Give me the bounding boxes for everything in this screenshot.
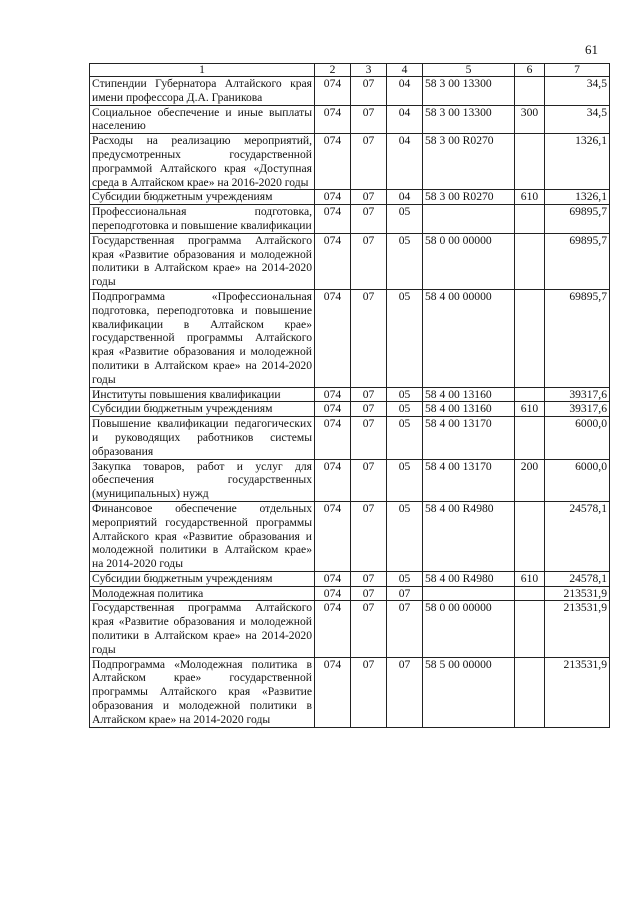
item-name-cell: Субсидии бюджетным учреждениям [90,190,315,205]
item-name-cell: Закупка товаров, работ и услуг для обеспечения государственных (муниципальных) нужд [90,459,315,501]
target-article-cell: 58 3 00 13300 [423,105,515,134]
item-name-cell: Молодежная политика [90,586,315,601]
subsection-code-cell: 05 [387,205,423,234]
table-row [90,134,610,190]
item-name-cell: Государственная программа Алтайского края «Развитие образования и молодежной политики в Алтайском крае» на 2014-2020 годы [90,233,315,289]
amount-cell: 1326,1 [545,190,610,205]
ministry-code-cell: 074 [315,459,351,501]
table-row [90,586,610,601]
ministry-code-cell: 074 [315,402,351,417]
section-code-cell: 07 [351,402,387,417]
expense-type-cell: 610 [515,402,545,417]
expense-type-cell [515,387,545,402]
section-code-cell: 07 [351,190,387,205]
table-row [90,459,610,501]
amount-cell: 6000,0 [545,459,610,501]
header-cell: 5 [423,64,515,77]
subsection-code-cell: 05 [387,417,423,459]
item-name-cell: Институты повышения квалификации [90,387,315,402]
item-name-cell: Подпрограмма «Молодежная политика в Алтайском крае» государственной программы Алтайского края «Развитие образования и молодежной политики в Алтайском крае» на 2014-2020 годы [90,657,315,727]
item-name-cell: Субсидии бюджетным учреждениям [90,402,315,417]
item-name-cell: Социальное обеспечение и иные выплаты населению [90,105,315,134]
expense-type-cell [515,289,545,387]
ministry-code-cell: 074 [315,233,351,289]
item-name-cell: Финансовое обеспечение отдельных мероприятий государственной программы Алтайского края «Развитие образования и молодежной политики в Алтайском крае» на 2014-2020 годы [90,501,315,571]
ministry-code-cell: 074 [315,586,351,601]
subsection-code-cell: 04 [387,105,423,134]
ministry-code-cell: 074 [315,601,351,657]
table-row [90,571,610,586]
target-article-cell: 58 4 00 13170 [423,417,515,459]
amount-cell: 213531,9 [545,586,610,601]
ministry-code-cell: 074 [315,501,351,571]
subsection-code-cell: 05 [387,289,423,387]
section-code-cell: 07 [351,387,387,402]
header-cell: 1 [90,64,315,77]
expense-type-cell [515,205,545,234]
section-code-cell: 07 [351,601,387,657]
budget-table [89,63,610,728]
target-article-cell: 58 4 00 R4980 [423,571,515,586]
section-code-cell: 07 [351,205,387,234]
subsection-code-cell: 07 [387,586,423,601]
ministry-code-cell: 074 [315,77,351,106]
expense-type-cell [515,601,545,657]
subsection-code-cell: 05 [387,402,423,417]
header-cell: 2 [315,64,351,77]
amount-cell: 213531,9 [545,601,610,657]
header-cell: 7 [545,64,610,77]
table-row [90,657,610,727]
expense-type-cell [515,77,545,106]
target-article-cell: 58 0 00 00000 [423,233,515,289]
header-cell: 4 [387,64,423,77]
subsection-code-cell: 04 [387,190,423,205]
table-row [90,105,610,134]
amount-cell: 24578,1 [545,501,610,571]
expense-type-cell [515,657,545,727]
amount-cell: 24578,1 [545,571,610,586]
table-row [90,205,610,234]
amount-cell: 69895,7 [545,289,610,387]
table-row [90,601,610,657]
subsection-code-cell: 04 [387,77,423,106]
target-article-cell: 58 3 00 R0270 [423,134,515,190]
amount-cell: 34,5 [545,77,610,106]
ministry-code-cell: 074 [315,190,351,205]
amount-cell: 39317,6 [545,402,610,417]
expense-type-cell: 300 [515,105,545,134]
ministry-code-cell: 074 [315,387,351,402]
amount-cell: 69895,7 [545,205,610,234]
amount-cell: 69895,7 [545,233,610,289]
subsection-code-cell: 05 [387,387,423,402]
subsection-code-cell: 05 [387,459,423,501]
table-row [90,77,610,106]
table-row [90,289,610,387]
section-code-cell: 07 [351,289,387,387]
amount-cell: 6000,0 [545,417,610,459]
expense-type-cell [515,417,545,459]
item-name-cell: Повышение квалификации педагогических и руководящих работников системы образования [90,417,315,459]
item-name-cell: Профессиональная подготовка, переподготовка и повышение квалификации [90,205,315,234]
table-row [90,417,610,459]
table-row [90,387,610,402]
subsection-code-cell: 04 [387,134,423,190]
item-name-cell: Субсидии бюджетным учреждениям [90,571,315,586]
section-code-cell: 07 [351,657,387,727]
subsection-code-cell: 05 [387,571,423,586]
target-article-cell: 58 0 00 00000 [423,601,515,657]
expense-type-cell: 610 [515,571,545,586]
expense-type-cell [515,501,545,571]
ministry-code-cell: 074 [315,657,351,727]
section-code-cell: 07 [351,501,387,571]
subsection-code-cell: 05 [387,501,423,571]
item-name-cell: Стипендии Губернатора Алтайского края имени профессора Д.А. Граникова [90,77,315,106]
subsection-code-cell: 05 [387,233,423,289]
ministry-code-cell: 074 [315,134,351,190]
ministry-code-cell: 074 [315,417,351,459]
amount-cell: 34,5 [545,105,610,134]
amount-cell: 213531,9 [545,657,610,727]
target-article-cell: 58 4 00 13160 [423,387,515,402]
table-row [90,233,610,289]
expense-type-cell [515,233,545,289]
page-number: 61 [585,42,598,57]
item-name-cell: Подпрограмма «Профессиональная подготовка, переподготовка и повышение квалификации в Алтайском крае» государственной программы Алтайского края «Развитие образования и молодежной политики в Алтайском крае» на 2014-2020 годы [90,289,315,387]
amount-cell: 1326,1 [545,134,610,190]
section-code-cell: 07 [351,586,387,601]
expense-type-cell: 200 [515,459,545,501]
expense-type-cell [515,586,545,601]
section-code-cell: 07 [351,417,387,459]
item-name-cell: Расходы на реализацию мероприятий, предусмотренных государственной программой Алтайского края «Доступная среда в Алтайском крае» на 2016-2020 годы [90,134,315,190]
header-cell: 6 [515,64,545,77]
table-row [90,402,610,417]
table-row [90,190,610,205]
section-code-cell: 07 [351,105,387,134]
target-article-cell [423,205,515,234]
section-code-cell: 07 [351,134,387,190]
header-cell: 3 [351,64,387,77]
target-article-cell: 58 3 00 R0270 [423,190,515,205]
expense-type-cell [515,134,545,190]
target-article-cell: 58 4 00 13170 [423,459,515,501]
table-body [90,77,610,728]
amount-cell: 39317,6 [545,387,610,402]
target-article-cell [423,586,515,601]
item-name-cell: Государственная программа Алтайского края «Развитие образования и молодежной политики в Алтайском крае» на 2014-2020 годы [90,601,315,657]
target-article-cell: 58 3 00 13300 [423,77,515,106]
subsection-code-cell: 07 [387,657,423,727]
ministry-code-cell: 074 [315,289,351,387]
ministry-code-cell: 074 [315,571,351,586]
header-row [90,64,610,77]
table-header [90,64,610,77]
target-article-cell: 58 4 00 00000 [423,289,515,387]
table-row [90,501,610,571]
section-code-cell: 07 [351,233,387,289]
target-article-cell: 58 4 00 13160 [423,402,515,417]
ministry-code-cell: 074 [315,105,351,134]
target-article-cell: 58 4 00 R4980 [423,501,515,571]
expense-type-cell: 610 [515,190,545,205]
section-code-cell: 07 [351,571,387,586]
target-article-cell: 58 5 00 00000 [423,657,515,727]
subsection-code-cell: 07 [387,601,423,657]
section-code-cell: 07 [351,459,387,501]
section-code-cell: 07 [351,77,387,106]
ministry-code-cell: 074 [315,205,351,234]
